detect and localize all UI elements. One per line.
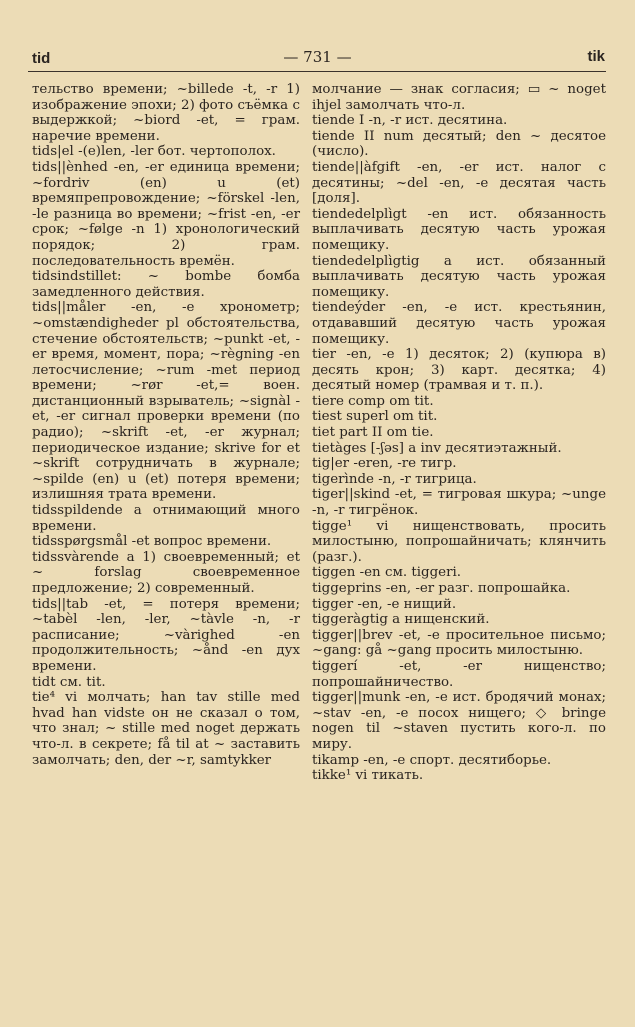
entry: tigger||brev -et, -e просительное письмо; ~gang: gå ~gang просить милостыню. bbox=[312, 627, 606, 659]
entry: tiest superl om tit. bbox=[312, 409, 438, 425]
entry: tiet part II om tie. bbox=[312, 425, 434, 441]
entry: tigge¹ vi нищенствовать, просить милостыню, попрошайничать; клянчить (разг.). bbox=[312, 518, 606, 565]
entry: tiende I -n, -r ист. десятина. bbox=[312, 113, 508, 129]
entry: tids||tab -et, = потеря времени; ~tabèl -len, -ler, ~tàvle -n, -r расписание; ~vàrighed -en продолжительность; ~ånd -en дух времени. bbox=[32, 596, 300, 674]
entry: tiggeràgtig a нищенский. bbox=[312, 612, 490, 628]
entry: tikke¹ vi тикать. bbox=[312, 768, 424, 784]
entry: tiende II num десятый; den ~ десятое (число). bbox=[312, 128, 606, 160]
header-rule bbox=[28, 71, 606, 72]
entry: tiggerí -et, -er нищенство; попрошайничество. bbox=[312, 658, 606, 690]
entry: tids|el -(e)len, -ler бот. чертополох. bbox=[32, 144, 276, 160]
entry: тельство времени; ~billede -t, -r 1) изображение эпохи; 2) фото съёмка с выдержкой; ~biord -et, = грам. наречие времени. bbox=[32, 82, 300, 144]
entry: tiendeýder -en, -e ист. крестьянин, отдававший десятую часть урожая помещику. bbox=[312, 300, 606, 347]
header-right-word: tik bbox=[587, 48, 605, 65]
page-number: — 731 — bbox=[283, 48, 352, 66]
entry: tiggen -en см. tiggeri. bbox=[312, 565, 462, 581]
right-column bbox=[312, 82, 606, 784]
entry: tidsindstillet: ~ bombe бомба замедленного действия. bbox=[32, 269, 300, 300]
header-left-word: tid bbox=[32, 50, 51, 67]
entry: tigger -en, -e нищий. bbox=[312, 596, 457, 612]
entry: tids||måler -en, -e хронометр; ~omstændigheder pl обстоятельства, стечение обстоятельств; ~punkt -et, -er время, момент, пора; ~règning -en летосчисление; ~rum -met период времени; ~rør -et,= воен. дистанционный взрыватель; ~signàl -et, -er сигнал проверки времени (по радио); ~skrift -et, -er журнал; периодическое издание; skrive for et ~skrift сотрудничать в журнале; ~spilde (en) u (et) потеря времени; излишняя трата времени. bbox=[32, 300, 300, 503]
entry: tiger||skind -et, = тигровая шкура; ~unge -n, -r тигрёнок. bbox=[312, 487, 606, 519]
entry: tig|er -eren, -re тигр. bbox=[312, 456, 457, 472]
entry: tigger||munk -en, -e ист. бродячий монах; ~stav -en, -e посох нищего; ◇ bringe nogen til ~staven пустить кого-л. по миру. bbox=[312, 690, 606, 752]
entry: tier -en, -e 1) десяток; 2) (купюра в) десять крон; 3) карт. десятка; 4) десятый номер (трамвая и т. п.). bbox=[312, 347, 606, 394]
entry: молчание — знак согласия; ▭ ~ noget ihjel замолчать что-л. bbox=[312, 82, 606, 113]
entry: tiendedelplìgtig a ист. обязанный выплачивать десятую часть урожая помещику. bbox=[312, 253, 606, 300]
running-header bbox=[30, 46, 605, 70]
entry: tietàges [-ʃəs] a inv десятиэтажный. bbox=[312, 440, 562, 456]
entry: tidt см. tit. bbox=[32, 674, 106, 690]
entry: tidsspørgsmål -et вопрос времени. bbox=[32, 534, 272, 550]
entry: tiggeprins -en, -er разг. попрошайка. bbox=[312, 581, 571, 596]
entry: tiende||àfgift -en, -er ист. налог с десятины; ~del -en, -e десятая часть [доля]. bbox=[312, 159, 606, 207]
entry: tidssvàrende a 1) своевременный; et ~ forslag своевременное предложение; 2) современный. bbox=[32, 549, 300, 596]
entry: tikamp -en, -e спорт. десятиборье. bbox=[312, 752, 552, 768]
entry: tiere comp om tit. bbox=[312, 393, 434, 409]
entry: tigerìnde -n, -r тигрица. bbox=[312, 471, 477, 487]
entry: tids||ènhed -en, -er единица времени; ~fordriv (en) u (et) времяпрепровождение; ~förskel -len, -le разница во времени; ~frist -en, -er срок; ~følge -n 1) хронологический порядок; 2) грам. последовательность времён. bbox=[32, 159, 300, 269]
entry: tidsspildende a отнимающий много времени. bbox=[32, 503, 300, 534]
entry: tiendedelplìgt -en ист. обязанность выплачивать десятую часть урожая помещику. bbox=[312, 206, 606, 253]
entry: tie⁴ vi молчать; han tav stille med hvad han vidste он не сказал о том, что знал; ~ stille med noget держать что-л. в секрете; få til at ~ заставить замолчать; den, der ~r, samtykker bbox=[32, 690, 300, 768]
left-column bbox=[32, 82, 300, 768]
